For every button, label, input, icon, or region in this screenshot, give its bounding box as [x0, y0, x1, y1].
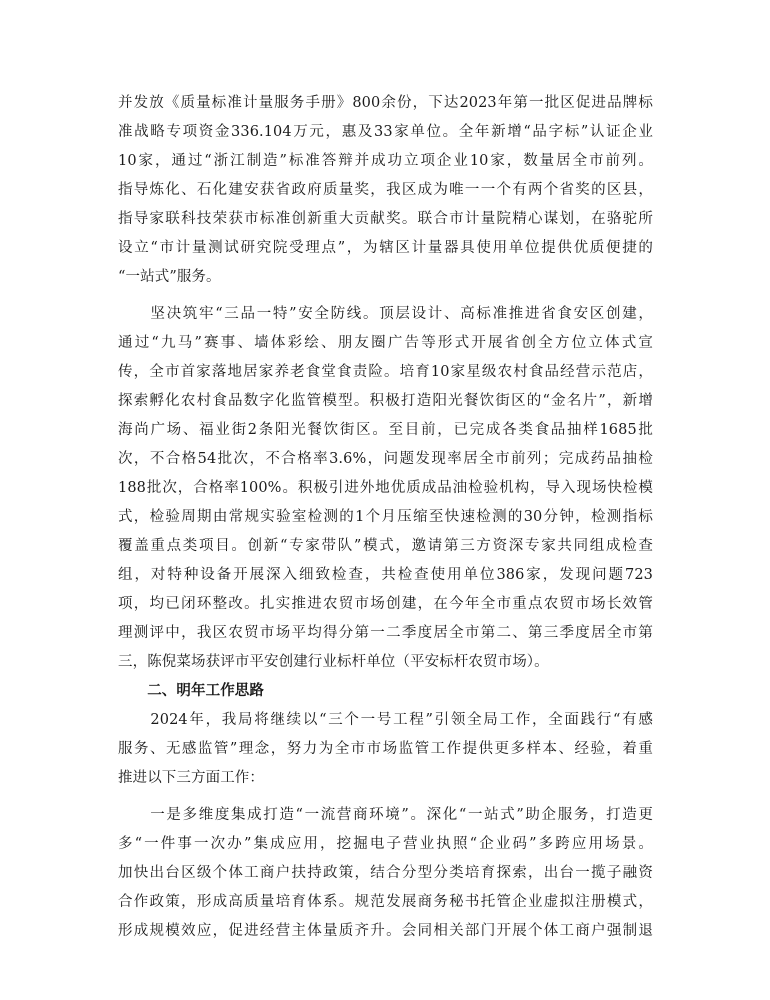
section-heading: 二、明年工作思路: [118, 683, 264, 699]
text-line: 设立“市计量测试研究院受理点”，为辖区计量器具使用单位提供优质便捷的: [118, 240, 653, 256]
text-line: 式，检验周期由常规实验室检测的1个月压缩至快速检测的30分钟，检测指标: [118, 509, 653, 525]
text-line: 形成规模效应，促进经营主体量质齐升。会同相关部门开展个体工商户强制退: [118, 923, 653, 939]
text-line: 10家，通过“浙江制造”标准答辩并成功立项企业10家，数量居全市前列。: [118, 153, 653, 169]
text-line: 指导家联科技荣获市标准创新重大贡献奖。联合市计量院精心谋划，在骆驼所: [118, 211, 653, 227]
text-line: “一站式”服务。: [118, 269, 221, 285]
text-line: 项，均已闭环整改。扎实推进农贸市场创建，在今年全市重点农贸市场长效管: [118, 596, 653, 612]
text-line: 多“一件事一次办”集成应用，挖掘电子营业执照“企业码”多跨应用场景。: [118, 836, 653, 852]
text-line: 坚决筑牢“三品一特”安全防线。顶层设计、高标准推进省食安区创建，: [118, 306, 653, 322]
text-line: 三，陈倪菜场获评市平安创建行业标杆单位（平安标杆农贸市场）。: [118, 654, 549, 670]
text-line: 海尚广场、福业街2条阳光餐饮街区。至目前，已完成各类食品抽样1685批: [118, 422, 653, 438]
text-line: 组，对特种设备开展深入细致检查，共检查使用单位386家，发现问题723: [118, 567, 653, 583]
text-line: 探索孵化农村食品数字化监管模型。积极打造阳光餐饮街区的“金名片”，新增: [118, 393, 653, 409]
text-line: 覆盖重点类项目。创新“专家带队”模式，邀请第三方资深专家共同组成检查: [118, 538, 653, 554]
text-line: 2024年，我局将继续以“三个一号工程”引领全局工作，全面践行“有感: [118, 712, 653, 728]
text-line: 推进以下三方面工作：: [118, 770, 264, 786]
text-line: 通过“九马”赛事、墙体彩绘、朋友圈广告等形式开展省创全方位立体式宣: [118, 335, 653, 351]
text-line: 加快出台区级个体工商户扶持政策，结合分型分类培育探索，出台一揽子融资: [118, 865, 653, 881]
text-line: 传，全市首家落地居家养老食堂食责险。培育10家星级农村食品经营示范店，: [118, 364, 653, 380]
text-line: 理测评中，我区农贸市场平均得分第一二季度居全市第二、第三季度居全市第: [118, 625, 653, 641]
text-line: 一是多维度集成打造“一流营商环境”。深化“一站式”助企服务，打造更: [118, 807, 653, 823]
text-line: 指导炼化、石化建安获省政府质量奖，我区成为唯一一个有两个省奖的区县，: [118, 182, 653, 198]
document-body: [118, 89, 653, 946]
text-line: 合作政策，形成高质量培育体系。规范发展商务秘书托管企业虚拟注册模式，: [118, 894, 653, 910]
text-line: 服务、无感监管”理念，努力为全市市场监管工作提供更多样本、经验，着重: [118, 741, 653, 757]
text-line: 准战略专项资金336.104万元，惠及33家单位。全年新增“品字标”认证企业: [118, 124, 653, 140]
text-line: 次，不合格54批次，不合格率3.6%，问题发现率居全市前列；完成药品抽检: [118, 451, 653, 467]
text-line: 并发放《质量标准计量服务手册》800余份，下达2023年第一批区促进品牌标: [118, 95, 653, 111]
text-line: 188批次，合格率100%。积极引进外地优质成品油检验机构，导入现场快检模: [118, 480, 653, 496]
